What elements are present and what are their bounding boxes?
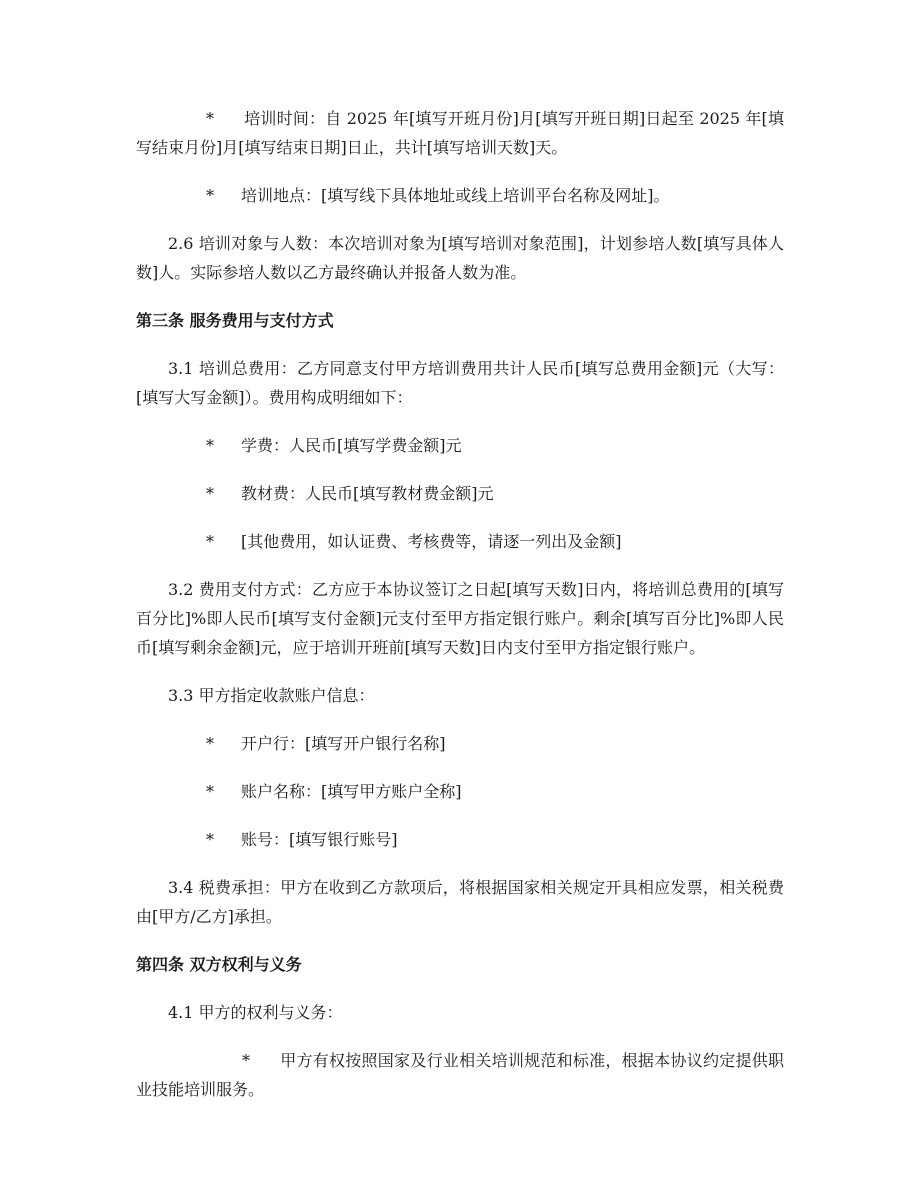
clause-3-1: 3.1 培训总费用：乙方同意支付甲方培训费用共计人民币[填写总费用金额]元（大写：[填写大写金额]）。费用构成明细如下： bbox=[136, 359, 784, 407]
account-number-text: 账号：[填写银行账号] bbox=[241, 830, 398, 849]
fee-tuition-text: 学费：人民币[填写学费金额]元 bbox=[241, 436, 462, 455]
fee-other-text: [其他费用，如认证费、考核费等，请逐一列出及金额] bbox=[241, 532, 622, 551]
account-name-text: 账户名称：[填写甲方账户全称] bbox=[241, 782, 462, 801]
bullet-train-location bbox=[136, 181, 784, 210]
bullet-party-a-right bbox=[136, 1046, 784, 1104]
clause-3-4: 3.4 税费承担：甲方在收到乙方款项后，将根据国家相关规定开具相应发票，相关税费由[甲方/乙方]承担。 bbox=[136, 878, 784, 926]
bullet-account-bank bbox=[136, 729, 784, 758]
bullet-mark: * bbox=[206, 734, 214, 753]
bullet-fee-other bbox=[136, 527, 784, 556]
bullet-mark: * bbox=[206, 109, 214, 128]
clause-3-3: 3.3 甲方指定收款账户信息： bbox=[168, 686, 375, 705]
bullet-account-name bbox=[136, 777, 784, 806]
account-bank-text: 开户行：[填写开户银行名称] bbox=[241, 734, 446, 753]
article-3-heading: 第三条 服务费用与支付方式 bbox=[136, 311, 334, 330]
clause-2-6: 2.6 培训对象与人数：本次培训对象为[填写培训对象范围]，计划参培人数[填写具体人数]人。实际参培人数以乙方最终确认并报备人数为准。 bbox=[136, 234, 784, 282]
bullet-mark: * bbox=[206, 830, 214, 849]
bullet-mark: * bbox=[206, 782, 214, 801]
bullet-mark: * bbox=[206, 484, 214, 503]
bullet-account-number bbox=[136, 825, 784, 854]
clause-3-2: 3.2 费用支付方式：乙方应于本协议签订之日起[填写天数]日内，将培训总费用的[填写百分比]%即人民币[填写支付金额]元支付至甲方指定银行账户。剩余[填写百分比]%即人民币[填写剩余金额]元，应于培训开班前[填写天数]日内支付至甲方指定银行账户。 bbox=[136, 580, 784, 657]
bullet-fee-tuition bbox=[136, 431, 784, 460]
party-a-right-text: 甲方有权按照国家及行业相关培训规范和标准，根据本协议约定提供职业技能培训服务。 bbox=[136, 1051, 784, 1099]
bullet-mark: * bbox=[206, 436, 214, 455]
train-time-text: 培训时间：自 2025 年[填写开班月份]月[填写开班日期]日起至 2025 年[填写结束月份]月[填写结束日期]日止，共计[填写培训天数]天。 bbox=[136, 109, 784, 157]
document-body bbox=[136, 104, 784, 1123]
bullet-fee-material bbox=[136, 479, 784, 508]
clause-4-1: 4.1 甲方的权利与义务： bbox=[168, 1003, 343, 1022]
train-location-text: 培训地点：[填写线下具体地址或线上培训平台名称及网址]。 bbox=[241, 186, 670, 205]
article-4-heading: 第四条 双方权利与义务 bbox=[136, 955, 302, 974]
fee-material-text: 教材费：人民币[填写教材费金额]元 bbox=[241, 484, 494, 503]
bullet-train-time bbox=[136, 104, 784, 162]
bullet-mark: * bbox=[206, 186, 214, 205]
bullet-mark: * bbox=[242, 1051, 250, 1070]
bullet-mark: * bbox=[206, 532, 214, 551]
